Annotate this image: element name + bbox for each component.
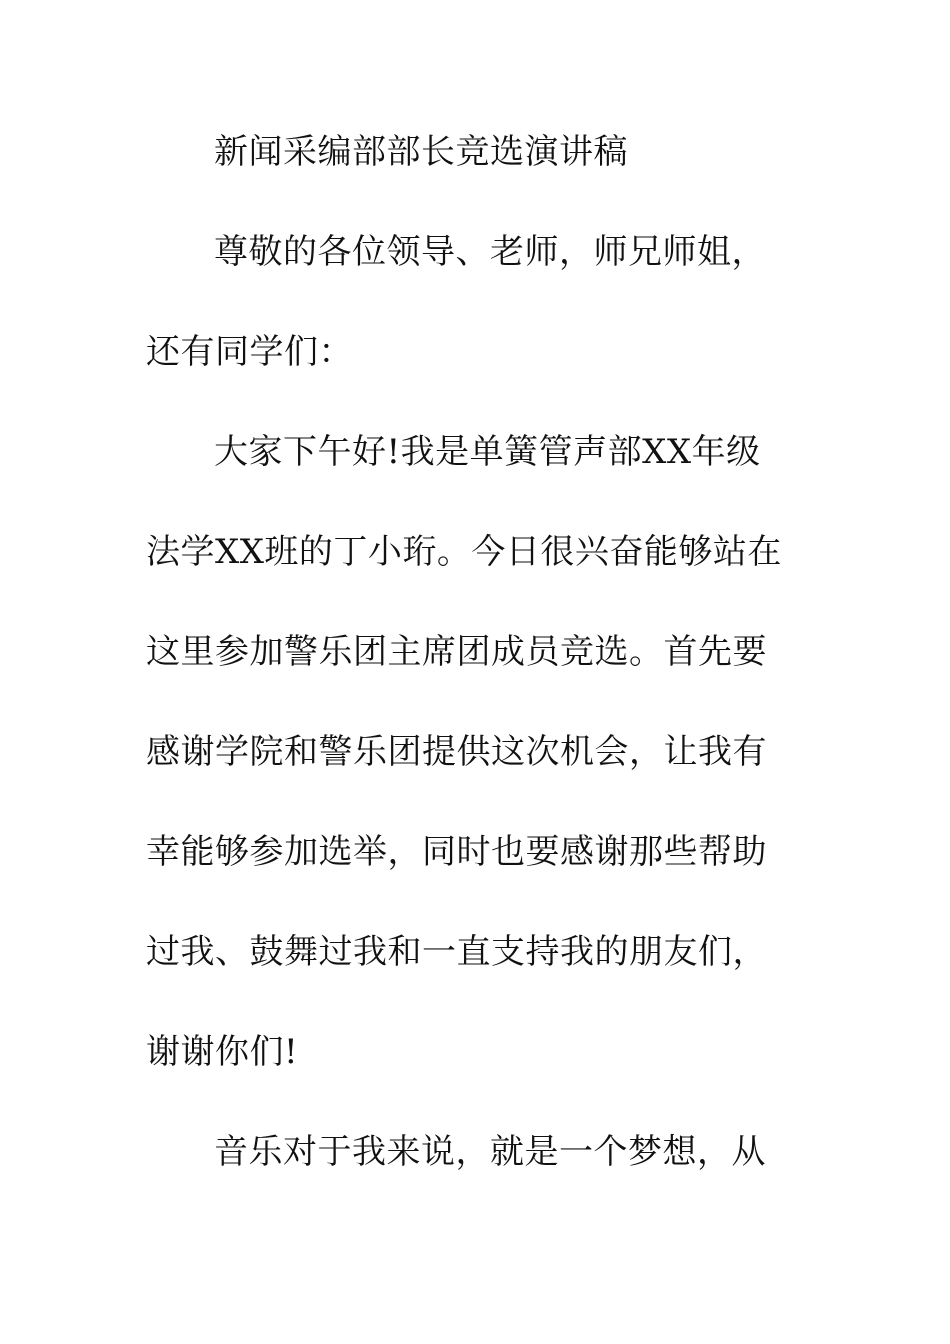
paragraph-line: 过我、鼓舞过我和一直支持我的朋友们， — [146, 932, 767, 972]
paragraph-line: 幸能够参加选举，同时也要感谢那些帮助 — [146, 832, 767, 872]
paragraph-line: 感谢学院和警乐团提供这次机会，让我有 — [146, 732, 767, 772]
paragraph-line: 还有同学们： — [146, 332, 353, 372]
paragraph-line: 音乐对于我来说，就是一个梦想，从 — [214, 1132, 766, 1172]
document-title: 新闻采编部部长竞选演讲稿 — [214, 132, 628, 172]
paragraph-line: 谢谢你们! — [146, 1032, 299, 1072]
paragraph-line: 这里参加警乐团主席团成员竞选。首先要 — [146, 632, 767, 672]
paragraph-line: 尊敬的各位领导、老师，师兄师姐， — [214, 232, 766, 272]
paragraph-line: 大家下午好!我是单簧管声部XX年级 — [214, 432, 761, 472]
paragraph-line: 法学XX班的丁小珩。今日很兴奋能够站在 — [146, 532, 782, 572]
